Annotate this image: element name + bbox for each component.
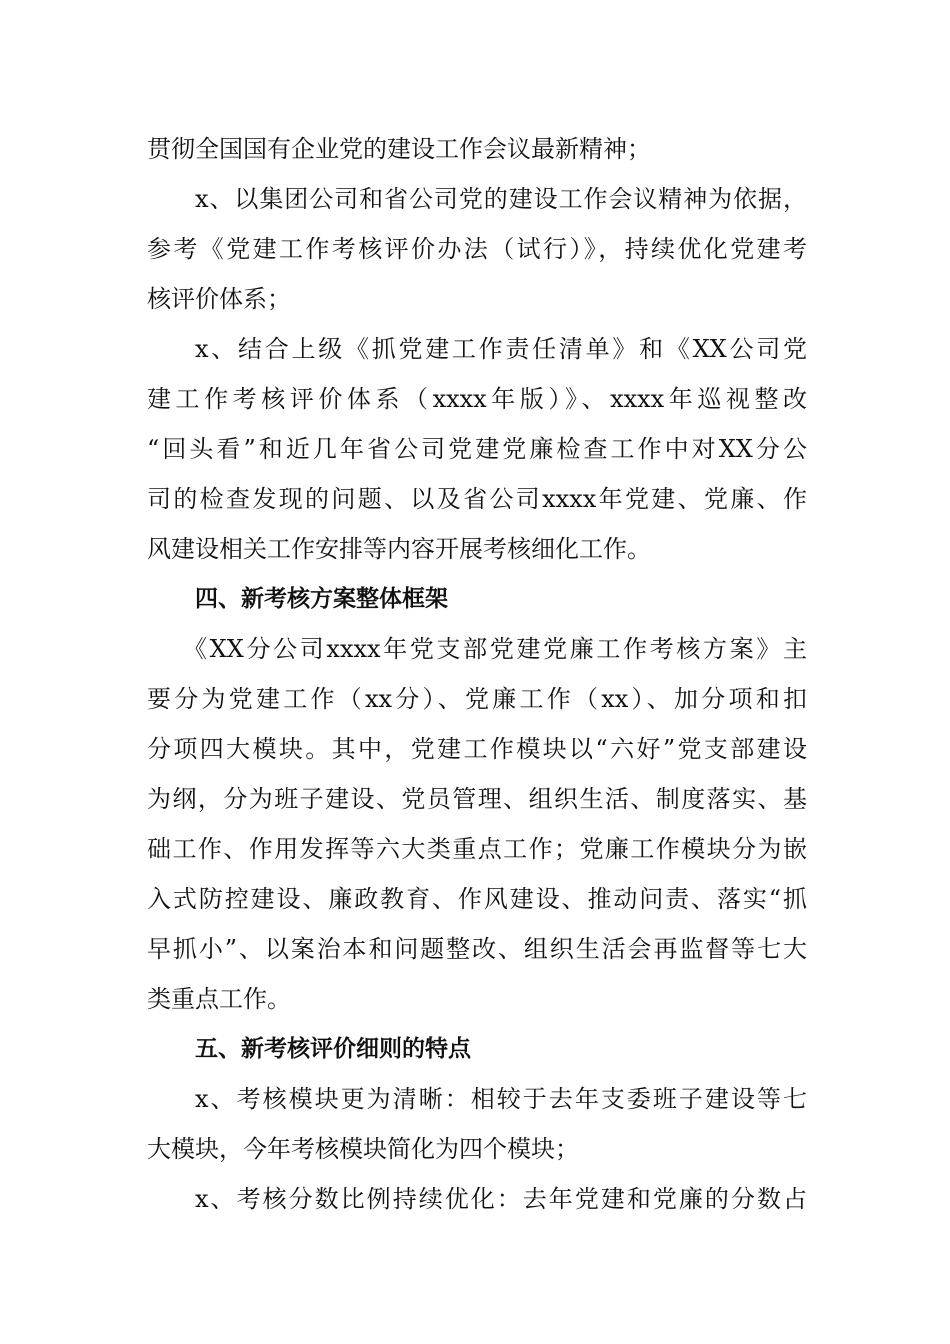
paragraph-line: x、考核分数比例持续优化：去年党建和党廉的分数占 [195,1185,807,1213]
paragraph-line: 早抓小”、以案治本和问题整改、组织生活会再监督等七大 [147,935,807,963]
paragraph-line: 要分为党建工作（xx分）、党廉工作（xx）、加分项和扣 [147,685,807,713]
paragraph-line: 础工作、作用发挥等六大类重点工作；党廉工作模块分为嵌 [147,835,807,863]
paragraph-line: 核评价体系； [147,285,291,313]
paragraph-line: x、结合上级《抓党建工作责任清单》和《XX公司党 [195,335,807,363]
paragraph-line: 参考《党建工作考核评价办法（试行）》，持续优化党建考 [147,235,807,263]
paragraph-line: 入式防控建设、廉政教育、作风建设、推动问责、落实“抓 [147,885,807,913]
paragraph-line: 《XX分公司xxxx年党支部党建党廉工作考核方案》主 [183,635,807,663]
paragraph-line: 为纲，分为班子建设、党员管理、组织生活、制度落实、基 [147,785,807,813]
paragraph-line: 类重点工作。 [147,985,291,1013]
paragraph-line: x、以集团公司和省公司党的建设工作会议精神为依据， [195,185,807,213]
paragraph-line: 建工作考核评价体系（xxxx年版）》、xxxx年巡视整改 [147,385,807,413]
paragraph-line: 风建设相关工作安排等内容开展考核细化工作。 [147,535,651,563]
section-heading-5: 五、新考核评价细则的特点 [195,1036,471,1062]
document-body [147,124,807,1224]
paragraph-line: 贯彻全国国有企业党的建设工作会议最新精神； [147,135,651,163]
paragraph-line: “回头看”和近几年省公司党建党廉检查工作中对XX分公 [147,435,807,463]
paragraph-line: 司的检查发现的问题、以及省公司xxxx年党建、党廉、作 [147,485,807,513]
section-heading-4: 四、新考核方案整体框架 [195,586,448,612]
paragraph-line: 分项四大模块。其中，党建工作模块以“六好”党支部建设 [147,735,807,763]
paragraph-line: x、考核模块更为清晰：相较于去年支委班子建设等七 [195,1085,807,1113]
paragraph-line: 大模块，今年考核模块简化为四个模块； [147,1135,579,1163]
